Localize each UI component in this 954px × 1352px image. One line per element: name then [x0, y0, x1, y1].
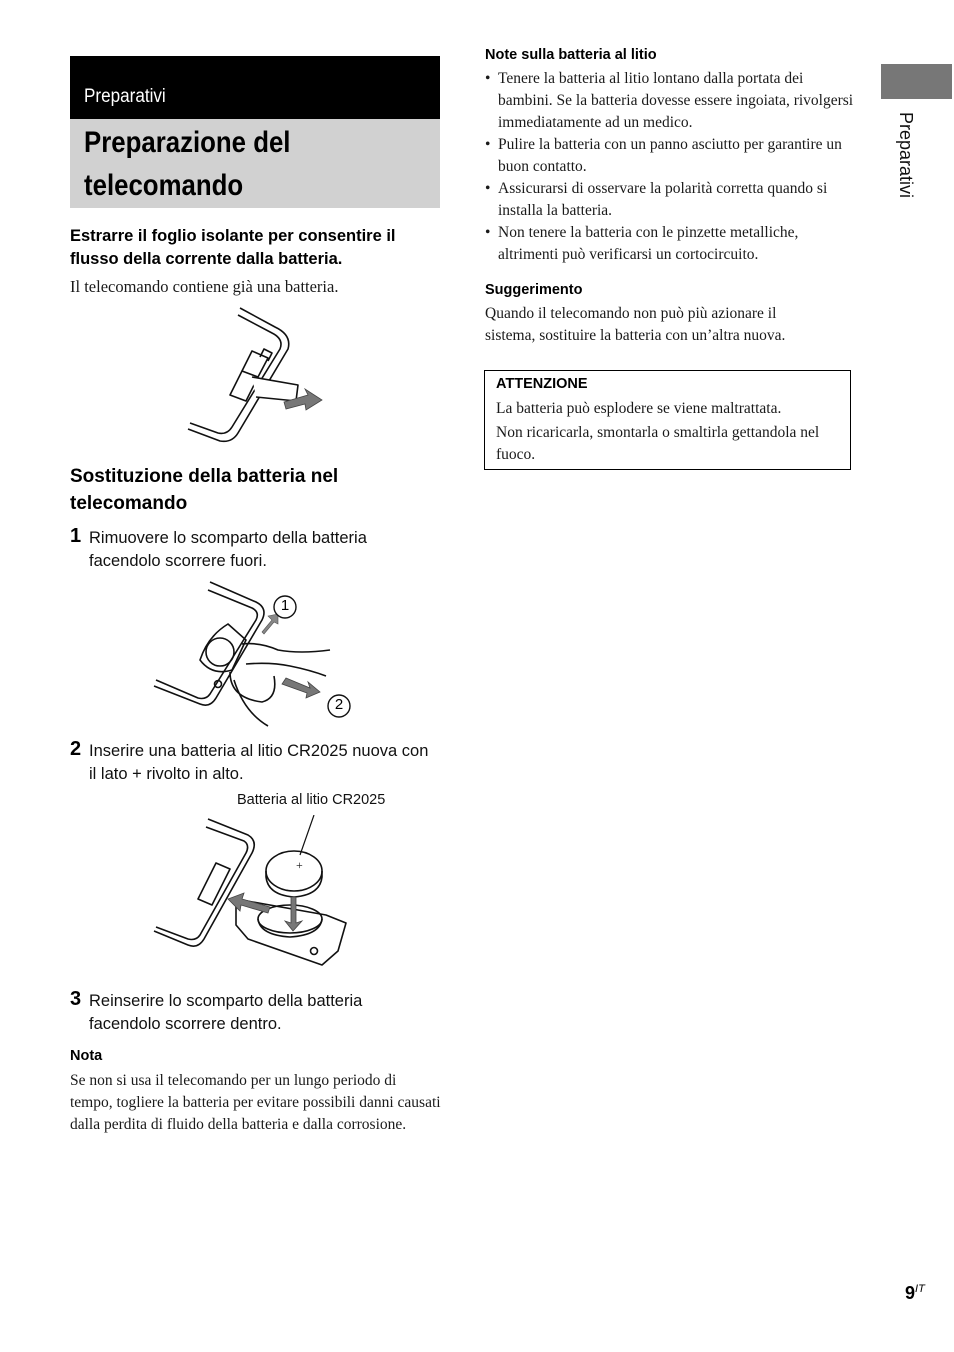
page-number-value: 9	[905, 1283, 916, 1303]
page-title: Preparazione del telecomando	[84, 126, 291, 202]
warning-box	[484, 370, 851, 470]
section-header-bar	[70, 56, 440, 119]
page-number-suffix: IT	[915, 1283, 925, 1295]
intro-text: Il telecomando contiene già una batteria.	[70, 277, 339, 296]
nota-text: Se non si usa il telecomando per un lungo periodo di tempo, togliere la batteria per evitare possibili danni causati dalla perdita di fluido della batteria e dalla corrosione.	[70, 1072, 441, 1133]
warning-heading: ATTENZIONE	[496, 376, 588, 392]
intro-lead: Estrarre il foglio isolante per consentire il flusso della corrente dalla batteria.	[70, 227, 396, 268]
insert-battery-illustration	[150, 815, 360, 975]
warning-line-1: La batteria può esplodere se viene maltrattata.	[496, 400, 782, 417]
battery-label: Batteria al litio CR2025	[237, 792, 386, 808]
step-1-number: 1	[70, 525, 82, 547]
side-tab-text: Preparativi	[896, 112, 916, 199]
insulation-sheet-illustration	[180, 305, 340, 447]
tip-text: Quando il telecomando non può più azionare il sistema, sostituire la batteria con un’altra nuova.	[485, 305, 786, 344]
page-number	[905, 1283, 925, 1304]
list-item: • Pulire la batteria con un panno asciutto per garantire un buon contatto.	[485, 134, 857, 178]
replacement-heading: Sostituzione della batteria nel telecomando	[70, 466, 339, 514]
nota-heading: Nota	[70, 1048, 103, 1064]
battery-plus-mark: +	[296, 858, 303, 872]
list-item: • Non tenere la batteria con le pinzette metalliche, altrimenti può verificarsi un cortocircuito.	[485, 222, 857, 266]
lithium-notes-heading: Note sulla batteria al litio	[485, 47, 657, 63]
step-1-text: Rimuovere lo scomparto della batteria facendolo scorrere fuori.	[89, 529, 367, 570]
step-3-number: 3	[70, 988, 82, 1010]
title-bar	[70, 119, 440, 208]
callout-2: 2	[334, 696, 344, 713]
warning-line-2: Non ricaricarla, smontarla o smaltirla gettandola nel fuoco.	[496, 424, 820, 463]
step-2-number: 2	[70, 738, 82, 760]
lithium-notes-list	[485, 68, 857, 266]
side-tab-label	[892, 112, 916, 232]
step-2-text: Inserire una batteria al litio CR2025 nuova con il lato + rivolto in alto.	[89, 742, 429, 783]
side-tab-marker	[881, 64, 952, 99]
step-3-text: Reinserire lo scomparto della batteria facendolo scorrere dentro.	[89, 992, 363, 1033]
tip-heading: Suggerimento	[485, 282, 583, 298]
list-item: • Tenere la batteria al litio lontano dalla portata dei bambini. Se la batteria dovesse essere ingoiata, rivolgersi immediatamente ad un medico.	[485, 68, 857, 134]
list-item: • Assicurarsi di osservare la polarità corretta quando si installa la batteria.	[485, 178, 857, 222]
section-label: Preparativi	[84, 86, 166, 107]
remove-compartment-illustration	[150, 580, 360, 728]
callout-1: 1	[280, 597, 290, 614]
